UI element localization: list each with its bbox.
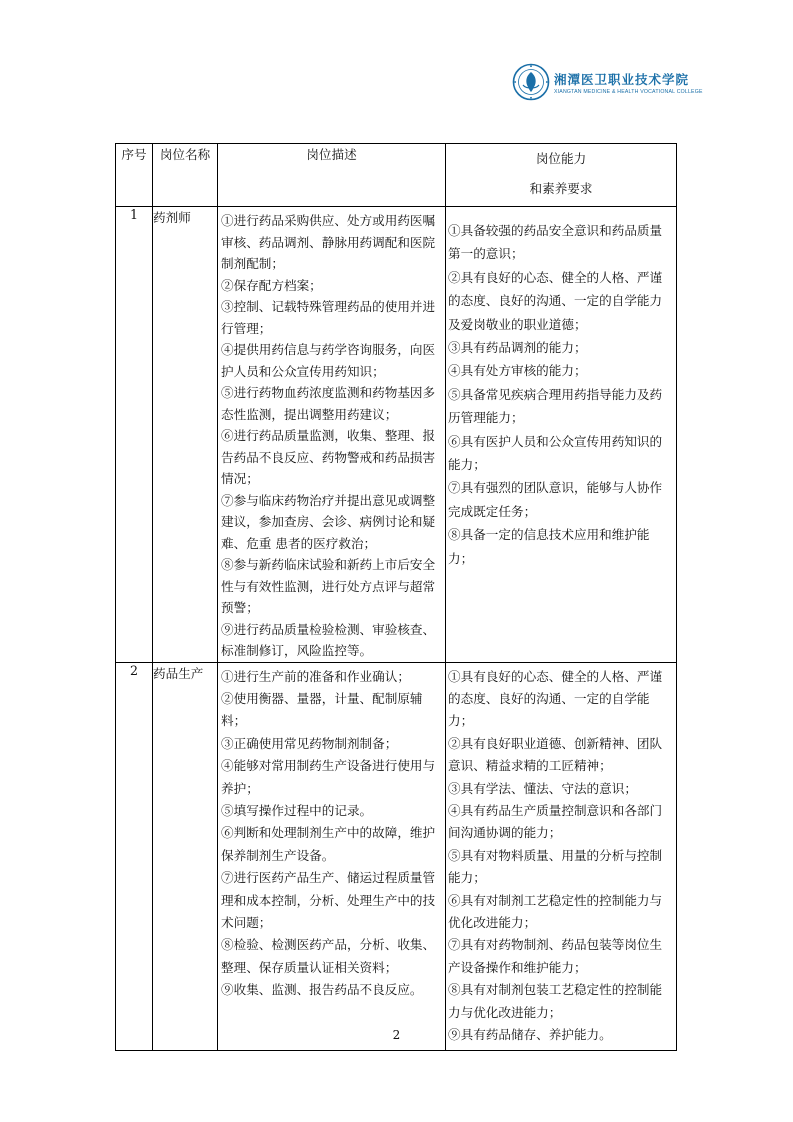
header-ability (446, 144, 677, 207)
list-item: ⑤进行药物血药浓度监测和药物基因多态性监测，提出调整用药建议； (221, 385, 436, 422)
list-item: ⑦参与临床药物治疗并提出意见或调整建议，参加查房、会诊、病例讨论和疑难、危重 患者的医疗救治； (221, 492, 436, 551)
row-num: 2 (116, 662, 153, 1051)
header-ability-line2: 和素养要求 (529, 181, 593, 196)
row-ability (446, 662, 677, 1051)
list-item: ⑥判断和处理制剂生产中的故障，维护保养制剂生产设备。 (221, 825, 436, 863)
list-item: ④能够对常用制药生产设备进行使用与养护； (221, 758, 436, 796)
row-title: 药剂师 (153, 207, 218, 663)
list-item: ⑧具有对制剂包装工艺稳定性的控制能力与优化改进能力； (448, 982, 663, 1020)
list-item: ⑥进行药品质量监测，收集、整理、报告药品不良反应、药物警戒和药品损害情况； (221, 428, 436, 486)
list-item: ⑨收集、监测、报告药品不良反应。 (221, 982, 423, 998)
list-item: ③正确使用常见药物制剂制备； (221, 735, 398, 751)
list-item: ④提供用药信息与药学咨询服务，向医护人员和公众宣传用药知识； (221, 342, 436, 379)
college-emblem-icon (512, 63, 550, 101)
header-desc: 岗位描述 (218, 144, 446, 207)
college-name-cn: 湘潭医卫职业技术学院 (554, 71, 690, 87)
list-item: ⑦具有对药物制剂、药品包装等岗位生产设备操作和维护能力； (448, 937, 663, 975)
row-ability (446, 207, 677, 663)
row-desc (218, 207, 446, 663)
list-item: ⑦进行医药产品生产、储运过程质量管理和成本控制，分析、处理生产中的技术问题； (221, 870, 436, 930)
list-item: ⑥具有对制剂工艺稳定性的控制能力与优化改进能力； (448, 892, 663, 930)
list-item: ⑤具备常见疾病合理用药指导能力及药历管理能力； (448, 386, 663, 426)
list-item: ②具有良好的心态、健全的人格、严谨的态度、良好的沟通、一定的自学能力及爱岗敬业的职业道德； (448, 269, 663, 332)
list-item: ④具有药品生产质量控制意识和各部门间沟通协调的能力； (448, 802, 663, 841)
list-item: ⑧参与新药临床试验和新药上市后安全性与有效性监测，进行处方点评与超常预警； (221, 557, 436, 615)
row-title: 药品生产 (153, 662, 218, 1051)
list-item: ②使用衡器、量器，计量、配制原辅料； (221, 690, 423, 729)
list-item: ②具有良好职业道德、创新精神、团队意识、精益求精的工匠精神； (448, 735, 663, 774)
job-table (115, 143, 677, 1051)
ability-list (446, 663, 676, 1051)
page-number: 2 (392, 1028, 401, 1042)
list-item: ⑥具有医护人员和公众宣传用药知识的能力； (448, 433, 663, 473)
list-item: ①具有良好的心态、健全的人格、严谨的态度、良好的沟通、一定的自学能力； (448, 668, 663, 729)
list-item: ①进行药品采购供应、处方或用药医嘱审核、药品调剂、静脉用药调配和医院制剂配制； (221, 213, 436, 271)
desc-list (218, 207, 445, 662)
college-name-en: XIANGTAN MEDICINE & HEALTH VOCATIONAL COLLEGE (554, 88, 703, 95)
row-num: 1 (116, 207, 153, 663)
table-row (116, 662, 677, 1051)
list-item: ⑨具有药品储存、养护能力。 (448, 1027, 612, 1042)
college-logo (512, 62, 703, 102)
list-item: ⑧具备一定的信息技术应用和维护能力； (448, 527, 650, 566)
table-header-row (116, 144, 677, 207)
list-item: ④具有处方审核的能力； (448, 363, 587, 379)
list-item: ⑤具有对物料质量、用量的分析与控制能力； (448, 847, 663, 886)
table-row (116, 207, 677, 663)
list-item: ③具有学法、懂法、守法的意识； (448, 780, 637, 796)
list-item: ⑧检验、检测医药产品，分析、收集、整理、保存质量认证相关资料； (221, 937, 436, 975)
header-num: 序号 (116, 144, 153, 207)
ability-list (446, 207, 676, 570)
list-item: ⑤填写操作过程中的记录。 (221, 802, 373, 818)
list-item: ①进行生产前的准备和作业确认； (221, 668, 410, 684)
list-item: ⑨进行药品质量检验检测、审验核查、标准制修订，风险监控等。 (221, 621, 436, 658)
list-item: ①具备较强的药品安全意识和药品质量第一的意识； (448, 223, 663, 262)
header-ability-line1: 岗位能力 (535, 151, 587, 166)
list-item: ③控制、记载特殊管理药品的使用并进行管理； (221, 299, 436, 336)
desc-list (218, 663, 445, 1002)
list-item: ③具有药品调剂的能力； (448, 340, 587, 356)
header-title: 岗位名称 (153, 144, 218, 207)
list-item: ②保存配方档案； (221, 277, 322, 293)
row-desc (218, 662, 446, 1051)
list-item: ⑦具有强烈的团队意识，能够与人协作完成既定任务； (448, 480, 663, 519)
